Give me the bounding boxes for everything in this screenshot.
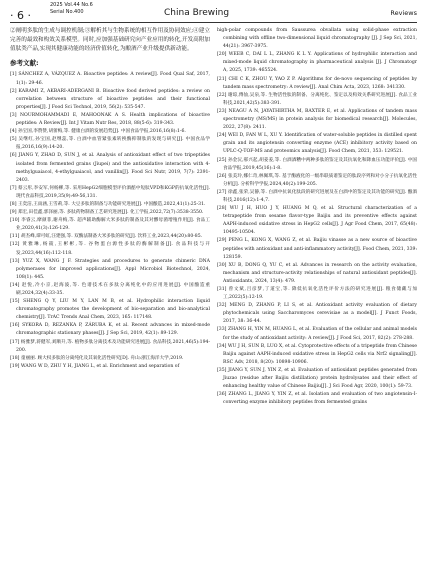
right-column [217,27,417,407]
reference-item: [36] ZHANG L, JIANG Y, YIN Z, et al. Isolation and evaluation of two angiotensin-I-converting enzyme inhibitory peptides from fermented grains [217,392,417,406]
reference-item: [15] SHENG Q Y, LIU M Y, LAN M B, et al. Hydrophilic interaction liquid chromatography promotes the development of bio-separation and bio-analytical chemistry[J]. TrAC Trends Anal Chem, 2023, 165: 117148. [10,299,210,321]
left-column [10,27,210,371]
right-reference-list [217,27,417,407]
reference-item: [25] 孙金沅,郝兴起,胡姜姜,等. 白酒酒糟中两种多肽的鉴定及其抗氧化和降血压功能评价[J]. 中国食品学报,2019,45(16):1-8. [217,157,417,171]
reference-item: [16] SYKORA D, REZANKA P, ZÁRUBA K, et al. Recent advances in mixed-mode chromatographic stationary phases[J]. J Sep Sci, 2019, 42(1): 89-129. [10,323,210,337]
issue-serial: Serial No.400 [50,8,84,15]
reference-item: [34] WU J H, SUN B, LUO X, et al. Cytoprotective effects of a tripeptide from Chinese Baijiu against AAPH-induced oxidative stress in HepG2 cells via Nrf2 signaling[J]. RSC Adv, 2018, 8(20): 10898-10906. [217,343,417,365]
intro-paragraph: ②阐明多肽的生成与调控机制;③解析其与生物系统的相互作用及协同效应;④建立完善的最效和构效关系模型。同时,应加强基础研究向产业应用的转化,开发高附加值肽类产品,实现其健康功能的经济价值转化,为酿酒产业升级提供新动能。 [10,28,210,52]
journal-title: China Brewing [164,8,230,18]
left-reference-list [10,71,210,370]
page-header [10,0,417,24]
section-label: Reviews [390,9,417,17]
reference-item: [22] 谢琼,傅仙,吴泉,等. 生物活性肽的制备、分离纯化、鉴定以及构效关系研究进展[J]. 食品工业科技,2021,42(5):383-391. [217,92,417,106]
reference-item: [21] CHI C K, ZHOU Y, YAO Z P. Algorithms for de-novo sequencing of peptides by tandem mass spectrometry: A review[J]. Anal Chim Acta, 2023, 1268: 341330. [217,76,417,90]
reference-item: [20] WEEB C, DAI L L, ZHANG K L Y. Applications of hydrophilic interaction and mixed-mode liquid chromatography in pharmaceutical analysis [J]. J Chromatogr A, 2025, 1739: 465524. [217,52,417,74]
reference-item: [24] WEI D, FAN W L, XU Y. Identification of water-soluble peptides in distilled spent grain and its angiotensin converting enzyme (ACE) inhibitory activity based on UPLC-Q-TOF-MS and proteomics analysis[J]. Food Chem, 2021, 353: 129521. [217,133,417,155]
reference-item: [1] SÁNCHEZ A, VÁZQUEZ A. Bioactive peptides: A review[J]. Food Qual Saf, 2017, 1(1): 29-46. [10,72,210,86]
reference-item: [6] JIANG Y, ZHAO D, SUN J, et al. Analysis of antioxidant effect of two tripeptides isolated from fermented grains (Jiupei) and the antioxidative interaction with 4-methylguaiacol, 4-ethylguaiacol, and vanillin[J]. Food Sci Nutr, 2019, 7(7): 2391-2403. [10,153,210,183]
header-rule [10,22,417,23]
reference-item: [27] 徐鑫,张荣,吴静,等. 白酒中抗氧化肽段的研究进展及在白酒中的鉴定及其功能的研究[J]. 酿酒科技,2016(12):1-4,7. [217,189,417,203]
reference-item: [26] 张美玲,娜仁奇,林佩琪,等. 基于酶液化的一级串联质谱鉴定的肽段序列和对小分子抗氧化活性分析[J]. 分析科学学报,2024,40(2):199-205. [217,173,417,187]
reference-item: [33] ZHANG H, YIN M, HUANG L, et al. Evaluation of the cellular and animal models for the study of antioxidant activity: A review[J]. J Food Sci, 2017, 82(2): 278-288. [217,327,417,341]
reference-item: [7] 蔡云彤,李安军,何杨柳,等. 采用HepG2细胞模型评价酒醅中短肽VPD和KGP的抗氧化活性[J]. 现代食品科技,2019,35(9):49-56,131. [10,185,210,199]
reference-item: [30] XU B, DONG Q, YU C, et al. Advances in research on the activity evaluation, mechanism and structure-activity relationships of natural antioxidant peptides[J]. Antioxidants, 2024, 13(4): 479. [217,262,417,284]
reference-item: [4] 孙宝国,李赞赞,胡蕾梅,等. 健康白酒的发展趋势[J]. 中国食品学报,2016,16(8):1-6. [10,129,186,135]
reference-item: [18] 童丽丽. 顾大权多肽的分离纯化及其氧化活性研究[D]. 舟山:浙江海洋大学,2019. [10,355,184,361]
page-number: · 6 · [10,9,31,22]
reference-item: [23] NEAGU A N, JAYATHIRTHA M, BAXTER E, et al. Applications of tandem mass spectrometry (MS/MS) in protein analysis for biomedical research[J]. Molecules, 2022, 27(8): 2411. [217,108,417,131]
issue-info [50,2,93,15]
reference-item: [31] 曾文斌,吕彦梦,丁道宝,等. 降低抗氧化活性评价方法的研究进展[J]. 粮食储藏与加工,2022(5):12-19. [217,287,417,301]
reference-item: [8] 王奕洁,王雨涵,王雪莉,等. 大豆多肽的制备与功能研究进展[J]. 中国酿造,2022,41(1):25-31. [10,201,206,207]
reference-item: [17] 杨雅梦,蒋健军,刘顺升,等. 植物多肽分离技术及功能研究进展[J]. 食品科技,2021,46(5):194-200. [10,339,210,353]
reference-item: [29] PENG L, KONG X, WANG Z, et al. Baijiu vinasse as a new source of bioactive peptides with antioxidant and anti-inflammatory activity[J]. Food Chem, 2021, 339: 128159. [217,238,417,260]
reference-item: [14] 赵悦,冷小京,赵海波,等. 色谱技术在多肽分离纯化中的应用进展[J]. 中国酿造重刷,2024,32(4):33-35. [10,282,210,297]
reference-item: [10] 李睿云,摩颜菲,谢舟梅,等. 超声辅助酶解大米多肽的制备及其对醪母菌增殖作用[J]. 食品工业,2020,41(3):126-129. [10,218,210,232]
reference-item: [2] KARAMI Z, AKBARI-ADERGANI B. Bioactive food derived peptides: a review on correlation between structure of bioactive peptides and their functional properties[J]. J Food Sci Technol, 2019, 56(2): 535-547. [10,88,210,110]
reference-item: high-polar compounds from Saussurea obvallata using solid-phase extraction combining with offline two-dimensional liquid chromatography [J]. J Sep Sci, 2021, 44(21): 3967-3975. [217,28,417,50]
reference-item: [11] 胡杰峰,谭可虹,汪建强,等. 双酶法制备大米多肽的研究[J]. 饮料工业,2023,44(20):80-85. [10,234,203,240]
reference-item: [28] WU J H, HUO J Y, HUANG M Q, et al. Structural characterization of a tetrapeptide from sesame flavor-type Baijiu and its preventive effects against AAPH-induced oxidative stress in HepG2 cells[J]. J Agr Food Chem, 2017, 65(48): 10495-10504. [217,206,417,236]
reference-item: [32] MENG D, ZHANG P, LI S, et al. Antioxidant activity evaluation of dietary phytochemicals using Saccharomyces cerevisiae as a model[J]. J Funct Foods, 2017, 38: 36-44. [217,303,417,325]
reference-item: [13] YUZ X, WANG J F. Strategies and procedures to generate chimeric DNA polymerases for improved applications[J]. Appl Microbiol Biotechnol, 2024, 108(1): 445. [10,258,210,280]
references-heading: 参考文献: [10,59,39,68]
reference-item: [35] JIANG Y, SUN J, YIN Z, et al. Evaluation of antioxidant peptides generated from Jiuzao (residue after Baijiu distillation) protein hydrolysates and their effect of enhancing healthy value of Chinese Baijiu[J]. J Sci Food Agr, 2020, 100(1): 59-73. [217,367,417,390]
reference-item: [5] 吴继红,孙宝国,赵继蕊,等. 白酒中血管紧张素转换酶抑制肽的发现与研究[J]. 中国食品学报,2016,16(9):14-20. [10,137,210,151]
issue-volume: 2025 Vol.44 No.6 [50,2,93,8]
reference-item: [12] 黄雅琳,杨筱,王彬彬,等. 谷物蛋白源性多肽的酶解制备[J]. 食品科技与开发,2023,44(16):112-118. [10,242,210,256]
reference-item: [19] WANG W D, ZHU Y H, JIANG L, et al. Enrichment and separation of [10,363,180,369]
reference-item: [3] NOURMOHAMMADI E, MAHOONAK A S. Health implications of bioactive peptides: A Review[J]. Int J Vitam Nutr Res, 2018, 88(5-6): 319-343. [10,112,210,127]
reference-item: [9] 郑宏,田佳鑫,郭泽丽,等. 多肽药物制备工艺研究进展[J]. 化工学报,2022,72(7):3538-3550. [10,210,204,216]
